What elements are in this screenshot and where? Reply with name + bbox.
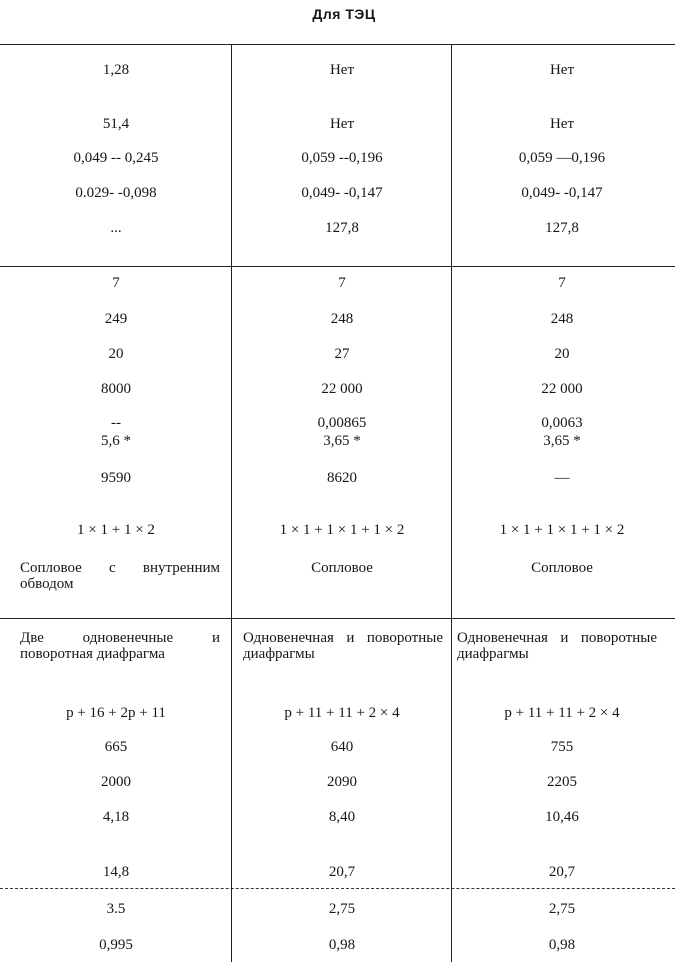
table-cell-r19-c1: 4,18 xyxy=(102,809,130,825)
table-cell-r1-c3: Нет xyxy=(549,62,575,78)
table-cell-r19-c3: 10,46 xyxy=(545,809,579,825)
table-cell-r21-c3: 2,75 xyxy=(548,901,576,917)
table-cell-r16-c2: p + 11 + 11 + 2 × 4 xyxy=(284,705,400,721)
table-cell-r5-c3: 127,8 xyxy=(545,220,579,236)
table-cell-r9-c1: 8000 xyxy=(101,381,131,397)
table-cell-r17-c1: 665 xyxy=(104,739,128,755)
table-cell-r3-c1: 0,049 -- 0,245 xyxy=(73,150,159,166)
table-cell-r8-c1: 20 xyxy=(108,346,124,362)
table-cell-r13-c2: 1 × 1 + 1 × 1 + 1 × 2 xyxy=(279,522,405,538)
table-cell-r4-c3: 0,049- -0,147 xyxy=(521,185,603,201)
table-cell-r6-c2: 7 xyxy=(338,275,346,291)
table-cell-r18-c1: 2000 xyxy=(101,774,131,790)
table-cell-r20-c1: 14,8 xyxy=(102,864,130,880)
table-cell-r22-c1: 0,995 xyxy=(99,937,133,953)
table-cell-r15-c1: Две одновенечные и поворотная диафрагма xyxy=(20,630,220,662)
table-cell-r8-c3: 20 xyxy=(554,346,570,362)
table-cell-r14-c2: Сопловое xyxy=(311,560,373,576)
table-cell-r9-c2: 22 000 xyxy=(321,381,363,397)
table-cell-r1-c1: 1,28 xyxy=(102,62,130,78)
rule-section-1 xyxy=(0,266,675,267)
table-cell-r22-c3: 0,98 xyxy=(548,937,576,953)
table-cell-r8-c2: 27 xyxy=(334,346,350,362)
table-cell-r10-c3: 0,0063 xyxy=(541,415,583,431)
table-cell-r15-c2: Одновенечная и поворотные диафрагмы xyxy=(243,630,443,662)
table-cell-r7-c1: 249 xyxy=(104,311,128,327)
table-cell-r15-c3: Одновенечная и поворотные диафрагмы xyxy=(457,630,657,662)
table-cell-r12-c2: 8620 xyxy=(327,470,357,486)
table-cell-r9-c3: 22 000 xyxy=(541,381,583,397)
table-cell-r3-c3: 0,059 —0,196 xyxy=(518,150,606,166)
table-cell-r20-c2: 20,7 xyxy=(328,864,356,880)
table-cell-r21-c1: 3.5 xyxy=(106,901,126,917)
table-cell-r13-c1: 1 × 1 + 1 × 2 xyxy=(77,522,155,538)
table-cell-r11-c1: 5,6 * xyxy=(101,433,131,449)
table-cell-r12-c3: — xyxy=(554,470,570,486)
table-cell-r17-c2: 640 xyxy=(330,739,354,755)
table-cell-r19-c2: 8,40 xyxy=(328,809,356,825)
table-cell-r1-c2: Нет xyxy=(329,62,355,78)
table-cell-r10-c2: 0,00865 xyxy=(317,415,367,431)
table-cell-r11-c2: 3,65 * xyxy=(323,433,361,449)
table-cell-r21-c2: 2,75 xyxy=(328,901,356,917)
table-cell-r18-c2: 2090 xyxy=(327,774,357,790)
table-cell-r5-c2: 127,8 xyxy=(325,220,359,236)
rule-section-3 xyxy=(0,888,675,889)
table-cell-r4-c2: 0,049- -0,147 xyxy=(301,185,383,201)
table-cell-r22-c2: 0,98 xyxy=(328,937,356,953)
table-cell-r14-c1: Сопловое с внутренним обводом xyxy=(20,560,220,592)
table-cell-r14-c3: Сопловое xyxy=(531,560,593,576)
table-cell-r12-c1: 9590 xyxy=(101,470,131,486)
table-cell-r4-c1: 0.029- -0,098 xyxy=(75,185,157,201)
column-divider-2 xyxy=(451,44,452,962)
table-cell-r11-c3: 3,65 * xyxy=(543,433,581,449)
table-cell-r17-c3: 755 xyxy=(550,739,574,755)
table-cell-r5-c1: ... xyxy=(110,220,122,236)
table-cell-r2-c2: Нет xyxy=(329,116,355,132)
table-cell-r6-c3: 7 xyxy=(558,275,566,291)
table-cell-r13-c3: 1 × 1 + 1 × 1 + 1 × 2 xyxy=(499,522,625,538)
table-cell-r16-c3: p + 11 + 11 + 2 × 4 xyxy=(504,705,620,721)
table-cell-r18-c3: 2205 xyxy=(547,774,577,790)
table-heading: Для ТЭЦ xyxy=(312,6,376,22)
table-cell-r16-c1: p + 16 + 2p + 11 xyxy=(66,705,166,721)
table-cell-r20-c3: 20,7 xyxy=(548,864,576,880)
column-divider-1 xyxy=(231,44,232,962)
rule-section-2 xyxy=(0,618,675,619)
rule-top xyxy=(0,44,675,45)
table-cell-r7-c3: 248 xyxy=(550,311,574,327)
table-cell-r2-c3: Нет xyxy=(549,116,575,132)
table-cell-r3-c2: 0,059 --0,196 xyxy=(301,150,383,166)
table-cell-r10-c1: -- xyxy=(111,415,121,431)
table-cell-r6-c1: 7 xyxy=(112,275,120,291)
table-cell-r7-c2: 248 xyxy=(330,311,354,327)
table-cell-r2-c1: 51,4 xyxy=(102,116,130,132)
